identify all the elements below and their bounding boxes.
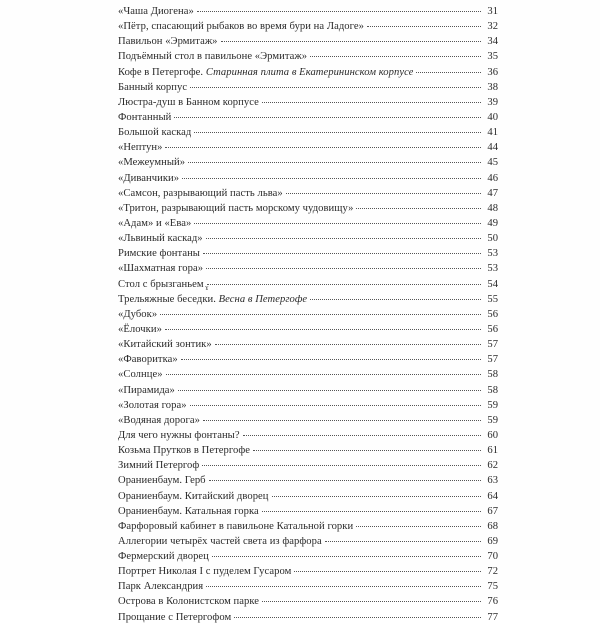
dot-leader [286, 193, 481, 194]
toc-entry-title: «Тритон, разрывающий пасть морскому чудовищу» [118, 202, 354, 214]
toc-entry-title: Ораниенбаум. Катальная горка [118, 505, 259, 517]
toc-page-number: 40 [487, 111, 498, 123]
toc-entry [118, 231, 498, 246]
toc-entry [118, 594, 498, 609]
dot-leader [310, 56, 481, 57]
toc-page-number: 56 [487, 323, 498, 335]
toc-entry [118, 216, 498, 231]
toc-entry-title: Острова в Колонистском парке [118, 596, 260, 608]
toc-entry [118, 549, 498, 564]
toc-page-number: 68 [487, 520, 498, 532]
toc-page-number: 72 [487, 566, 498, 578]
toc-page-number: 77 [487, 611, 498, 623]
dot-leader [294, 571, 481, 572]
toc-page-number: 48 [487, 202, 498, 214]
toc-entry [118, 277, 498, 292]
dot-leader [215, 344, 481, 345]
toc-entry [118, 352, 498, 367]
toc-entry-title: Для чего нужны фонтаны? [118, 429, 240, 441]
toc-entry-title: «Диванчики» [118, 172, 180, 184]
toc-entry [118, 140, 498, 155]
toc-entry-subtitle: Весна в Петергофе [218, 293, 308, 305]
toc-entry [118, 337, 498, 352]
dot-leader [197, 11, 481, 12]
toc-entry [118, 4, 498, 19]
toc-entry [118, 610, 498, 625]
dot-leader [203, 253, 481, 254]
toc-page-number: 76 [487, 596, 498, 608]
toc-entry [118, 246, 498, 261]
toc-entry [118, 458, 498, 473]
toc-entry-title: «Дубок» [118, 308, 158, 320]
toc-page-number: 32 [487, 21, 498, 33]
toc-page-number: 47 [487, 187, 498, 199]
dot-leader [181, 359, 481, 360]
toc-entry-title: Фарфоровый кабинет в павильоне Катальной горки [118, 520, 354, 532]
dot-leader [190, 87, 481, 88]
toc-entry-title: «Пирамида» [118, 384, 175, 396]
toc-entry-title: Павильон «Эрмитаж» [118, 36, 218, 48]
dot-leader [243, 435, 481, 436]
toc-page-number: 56 [487, 308, 498, 320]
toc-page-number: 49 [487, 217, 498, 229]
toc-page-number: 36 [487, 66, 498, 78]
toc-page-number: 70 [487, 551, 498, 563]
ink-speck: ɤ [205, 283, 209, 292]
dot-leader [194, 132, 481, 133]
toc-entry [118, 428, 498, 443]
toc-entry [118, 19, 498, 34]
dot-leader [188, 162, 481, 163]
toc-entry-title: Кофе в Петергофе. Старинная плита в Екатерининском корпусе [118, 66, 414, 78]
toc-entry [118, 155, 498, 170]
dot-leader [310, 299, 481, 300]
toc-page-number: 39 [487, 96, 498, 108]
toc-entry-title: «Фаворитка» [118, 354, 178, 366]
toc-page-number: 38 [487, 81, 498, 93]
dot-leader [253, 450, 481, 451]
toc-entry-title: «Межеумный» [118, 157, 186, 169]
dot-leader [206, 586, 481, 587]
toc-page-number: 54 [487, 278, 498, 290]
toc-page-number: 31 [487, 6, 498, 17]
dot-leader [165, 329, 481, 330]
toc-entry [118, 171, 498, 186]
toc-entry-title: Ораниенбаум. Китайский дворец [118, 490, 269, 502]
toc-page-number: 62 [487, 460, 498, 472]
toc-entry [118, 49, 498, 64]
dot-leader [166, 374, 481, 375]
dot-leader [182, 178, 481, 179]
toc-page-number: 69 [487, 535, 498, 547]
toc-entry-title: Стол с брызганьем [118, 278, 204, 290]
toc-entry [118, 110, 498, 125]
toc-entry [118, 80, 498, 95]
dot-leader [207, 284, 481, 285]
toc-entry-title: Подъёмный стол в павильоне «Эрмитаж» [118, 51, 308, 63]
toc-entry [118, 186, 498, 201]
toc-page-number: 35 [487, 51, 498, 63]
toc-entry [118, 95, 498, 110]
toc-entry-title: Зимний Петергоф [118, 460, 200, 472]
dot-leader [262, 511, 481, 512]
toc-entry [118, 34, 498, 49]
toc-entry-title: «Самсон, разрывающий пасть льва» [118, 187, 283, 199]
toc-entry [118, 367, 498, 382]
dot-leader [190, 405, 481, 406]
dot-leader [234, 617, 481, 618]
toc-entry-title: «Китайский зонтик» [118, 339, 212, 351]
toc-page-number: 53 [487, 263, 498, 275]
toc-page-number: 64 [487, 490, 498, 502]
dot-leader [262, 102, 481, 103]
toc-page-number: 46 [487, 172, 498, 184]
toc-entry-title: «Нептун» [118, 142, 163, 154]
toc-entry-title: «Чаша Диогена» [118, 6, 194, 17]
toc-entry-title: «Ёлочки» [118, 323, 162, 335]
toc-entry-title: Парк Александрия [118, 581, 204, 593]
dot-leader [206, 268, 481, 269]
dot-leader [262, 601, 481, 602]
dot-leader [202, 465, 481, 466]
dot-leader [272, 496, 481, 497]
toc-page-number: 50 [487, 233, 498, 245]
toc-entry-title: Большой каскад [118, 127, 192, 139]
toc-entry-title: Фермерский дворец [118, 551, 209, 563]
toc-page-number: 45 [487, 157, 498, 169]
toc-entry-title: «Адам» и «Ева» [118, 217, 192, 229]
toc-entry [118, 564, 498, 579]
toc-entry-title: «Водяная дорога» [118, 414, 200, 426]
toc-entry [118, 65, 498, 80]
dot-leader [416, 72, 481, 73]
toc-entry-title: «Шахматная гора» [118, 263, 204, 275]
dot-leader [194, 223, 481, 224]
toc-entry-title: «Львиный каскад» [118, 233, 203, 245]
toc-page-number: 58 [487, 384, 498, 396]
toc-entry [118, 261, 498, 276]
toc-page-number: 61 [487, 445, 498, 457]
toc-entry [118, 383, 498, 398]
dot-leader [356, 526, 481, 527]
toc-entry-title: Люстра-душ в Банном корпусе [118, 96, 259, 108]
toc-entry-title: Прощание с Петергофом [118, 611, 232, 623]
dot-leader [165, 147, 481, 148]
toc-entry-subtitle: Старинная плита в Екатерининском корпусе [205, 66, 414, 78]
toc-entry [118, 489, 498, 504]
toc-page-number: 59 [487, 414, 498, 426]
toc-page-number: 57 [487, 354, 498, 366]
toc-entry [118, 125, 498, 140]
toc-entry [118, 398, 498, 413]
toc-page-number: 67 [487, 505, 498, 517]
dot-leader [212, 556, 481, 557]
toc-entry-title: Портрет Николая I с пуделем Гусаром [118, 566, 292, 578]
toc-entry-title: «Пётр, спасающий рыбаков во время бури на Ладоге» [118, 21, 364, 33]
toc-entry-title: Трельяжные беседки. Весна в Петергофе [118, 293, 308, 305]
toc-entry-title: Аллегории четырёх частей света из фарфора [118, 535, 322, 547]
toc-page-number: 41 [487, 127, 498, 139]
toc-entry [118, 443, 498, 458]
toc-entry [118, 519, 498, 534]
toc-page-number: 59 [487, 399, 498, 411]
dot-leader [356, 208, 481, 209]
toc-entry [118, 534, 498, 549]
dot-leader [221, 41, 481, 42]
toc-page-number: 34 [487, 36, 498, 48]
toc-entry [118, 504, 498, 519]
toc-entry-title: «Золотая гора» [118, 399, 187, 411]
toc-entry [118, 292, 498, 307]
toc-entry [118, 201, 498, 216]
toc-page-number: 63 [487, 475, 498, 487]
toc-entry-title: «Солнце» [118, 369, 163, 381]
toc-page-number: 58 [487, 369, 498, 381]
toc-entry [118, 473, 498, 488]
dot-leader [367, 26, 481, 27]
toc-entry [118, 307, 498, 322]
toc-page-number: 53 [487, 248, 498, 260]
toc-entry [118, 579, 498, 594]
toc-entry-title: Козьма Прутков в Петергофе [118, 445, 250, 457]
toc-entry-title: Фонтанный [118, 111, 172, 123]
toc-entry-title: Банный корпус [118, 81, 188, 93]
toc-page-number: 44 [487, 142, 498, 154]
toc-entry-title: Римские фонтаны [118, 248, 200, 260]
dot-leader [209, 480, 481, 481]
dot-leader [174, 117, 481, 118]
toc-page-number: 55 [487, 293, 498, 305]
dot-leader [203, 420, 481, 421]
dot-leader [178, 390, 481, 391]
dot-leader [160, 314, 481, 315]
table-of-contents [118, 4, 498, 625]
dot-leader [325, 541, 481, 542]
dot-leader [206, 238, 481, 239]
toc-page-number: 60 [487, 429, 498, 441]
toc-page-number: 75 [487, 581, 498, 593]
toc-page-number: 57 [487, 339, 498, 351]
toc-entry-title: Ораниенбаум. Герб [118, 475, 206, 487]
toc-entry [118, 322, 498, 337]
toc-entry [118, 413, 498, 428]
